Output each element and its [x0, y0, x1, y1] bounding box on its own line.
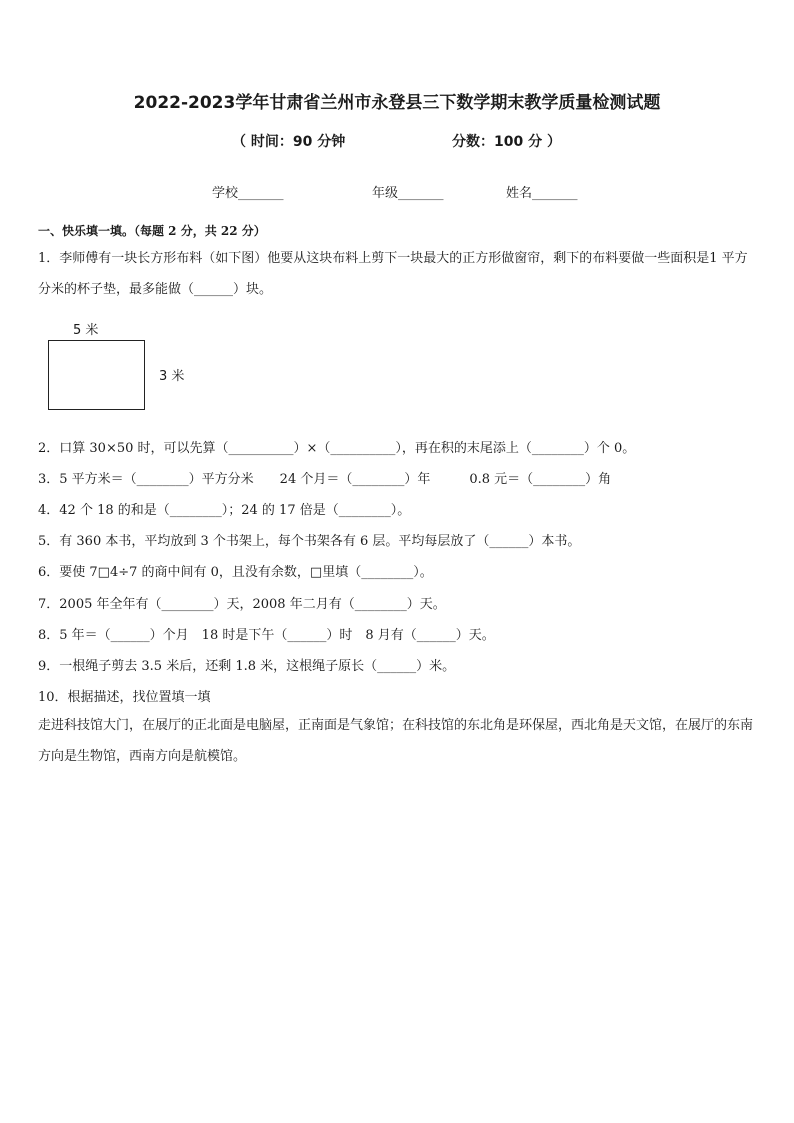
question-1: 1．李师傅有一块长方形布料（如下图）他要从这块布料上剪下一块最大的正方形做窗帘，剩下的布料要做一些面积是1 平方分米的杯子垫，最多能做（______）块。 — [38, 251, 748, 297]
grade-field: 年级_______ — [372, 186, 444, 201]
question-2: 2．口算 30×50 时，可以先算（__________）×（__________），再在积的末尾添上（________）个 0。 — [38, 441, 636, 456]
school-field: 学校_______ — [212, 186, 284, 201]
question-3: 3．5 平方米＝（________）平方分米 24 个月＝（________）年 0.8 元＝（________）角 — [38, 472, 612, 487]
rectangle-figure — [48, 340, 145, 410]
figure-top-label: 5 米 — [73, 323, 99, 338]
question-9: 9．一根绳子剪去 3.5 米后，还剩 1.8 米，这根绳子原长（______）米。 — [38, 659, 456, 674]
section-heading: 一、快乐填一填。（每题 2 分，共 22 分） — [38, 224, 266, 238]
question-8: 8．5 年＝（______）个月 18 时是下午（______）时 8 月有（______）天。 — [38, 628, 495, 643]
exam-score: 分数：100 分 ） — [452, 134, 561, 150]
question-6: 6．要使 7□4÷7 的商中间有 0，且没有余数，□里填（________）。 — [38, 565, 433, 580]
exam-title: 2022-2023学年甘肃省兰州市永登县三下数学期末教学质量检测试题 — [133, 93, 661, 113]
question-10-text: 走进科技馆大门，在展厅的正北面是电脑屋，正南面是气象馆；在科技馆的东北角是环保屋，西北角是天文馆，在展厅的东南方向是生物馆，西南方向是航模馆。 — [38, 718, 754, 764]
question-5: 5．有 360 本书，平均放到 3 个书架上，每个书架各有 6 层。平均每层放了（______）本书。 — [38, 534, 581, 549]
question-7: 7．2005 年全年有（________）天，2008 年二月有（________）天。 — [38, 597, 446, 612]
exam-time: （ 时间：90 分钟 — [232, 134, 346, 150]
name-field: 姓名_______ — [506, 186, 578, 201]
question-4: 4．42 个 18 的和是（________）；24 的 17 倍是（________）。 — [38, 503, 411, 518]
figure-side-label: 3 米 — [159, 369, 185, 384]
question-10: 10．根据描述，找位置填一填 — [38, 690, 211, 705]
